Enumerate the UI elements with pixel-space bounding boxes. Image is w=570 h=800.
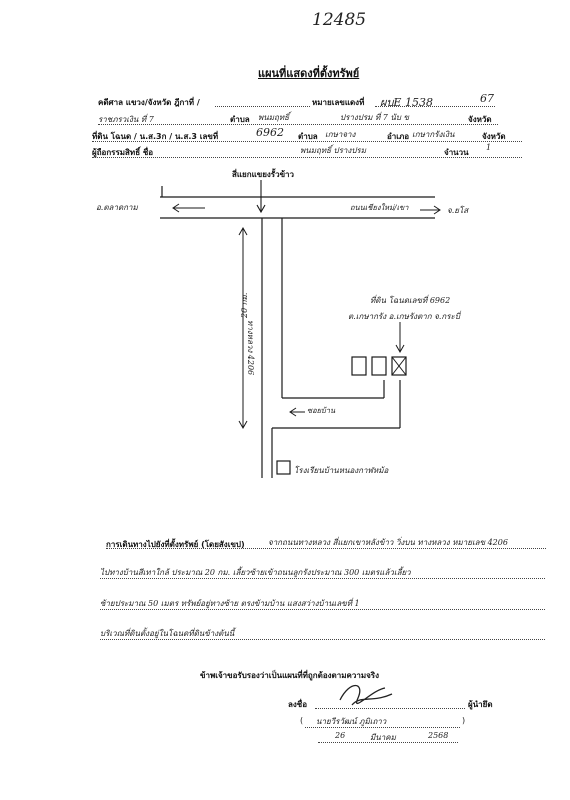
province-value: ปรางปรม ที่ 7 นับ ข <box>340 113 409 122</box>
tambon-value: เกษาจาง <box>325 130 356 139</box>
left-road-label: อ.ตลาดกาม <box>96 203 138 212</box>
description-line-2: ไปทางบ้านสีเทาใกล้ ประมาณ 20 กม. เลี้ยวซ้ายเข้าถนนลูกรังประมาณ 300 เมตรแล้วเลี้ยว <box>100 568 411 577</box>
role-label: ผู้นำยึด <box>468 700 493 709</box>
court-label: คดีศาล แขวง/จังหวัด ฎีกาที่ / <box>98 98 200 107</box>
debtor-label: หมายเลขแดงที่ <box>312 98 365 107</box>
subdistrict-value: พนมฤทธิ์ <box>258 113 290 122</box>
address-value: ราชภรวเงิน ที่ 7 <box>98 115 154 124</box>
description-line-4: บริเวณที่ดินตั้งอยู่ในโฉนดที่ดินข้างต้นนี้ <box>100 629 235 638</box>
page-title: แผนที่แสดงที่ตั้งทรัพย์ <box>258 67 360 80</box>
sign-label: ลงชื่อ <box>288 700 308 709</box>
description-label: การเดินทางไปยังที่ตั้งทรัพย์ (โดยสังเขป) <box>106 540 245 549</box>
deed-label: ที่ดิน โฉนด / น.ส.3ก / น.ส.3 เลขที่ <box>92 132 219 141</box>
amphoe-label: อำเภอ <box>387 132 410 141</box>
case-year: 67 <box>480 92 494 105</box>
top-number: 12485 <box>312 10 367 30</box>
side-road-label: ซอยบ้าน <box>307 406 336 415</box>
right-end-label: จ.ยโส <box>447 206 469 215</box>
province-label: จังหวัด <box>468 115 492 124</box>
description-line-1: จากถนนทางหลวง สี่แยกเขาหลังข้าว วิ่งบน ทางหลวง หมายเลข 4206 <box>268 538 508 547</box>
case-number: ผบE 1538 <box>380 96 433 109</box>
right-road-label: ถนนเชียงใหม่/เขา <box>350 203 409 212</box>
deed-number: 6962 <box>256 126 284 139</box>
province2-label: จังหวัด <box>482 132 506 141</box>
parcel-label-2: ต.เกษากรัง อ.เกษรังตาก จ.กระบี่ <box>348 312 460 321</box>
description-line-3: ซ้ายประมาณ 50 เมตร ทรัพย์อยู่ทางซ้าย ตรงข้ามบ้าน แสงสว่างบ้านเลขที่ 1 <box>100 599 360 608</box>
amphoe-value: เกษากรังเงิน <box>412 130 455 139</box>
junction-label: สี่แยกแขยงรั้วข้าว <box>232 170 295 179</box>
certify-text: ข้าพเจ้าขอรับรองว่าเป็นแผนที่ที่ถูกต้องตามความจริง <box>200 671 379 680</box>
count-value: 1 <box>486 143 492 152</box>
signer-name: นายวีรวัฒน์ ภูมิเถาว <box>316 717 387 726</box>
count-label: จำนวน <box>444 148 469 157</box>
owner-label: ผู้ถือกรรมสิทธิ์ ชื่อ <box>92 148 154 157</box>
distance-label: 20 กม. <box>240 292 249 318</box>
sign-day: 26 <box>335 731 346 740</box>
owner-value: พนมฤทธิ์ ปรางปรม <box>300 146 366 155</box>
sign-month: มีนาคม <box>370 733 396 742</box>
subdistrict-label: ตำบล <box>230 115 250 124</box>
tambon-label: ตำบล <box>298 132 318 141</box>
highway-label: ทางหลวง 4206 <box>246 320 255 376</box>
parcel-label-1: ที่ดิน โฉนดเลขที่ 6962 <box>370 296 451 305</box>
sign-year: 2568 <box>428 731 449 740</box>
school-label: โรงเรียนบ้านหนองกาฬหม้อ <box>294 466 389 475</box>
